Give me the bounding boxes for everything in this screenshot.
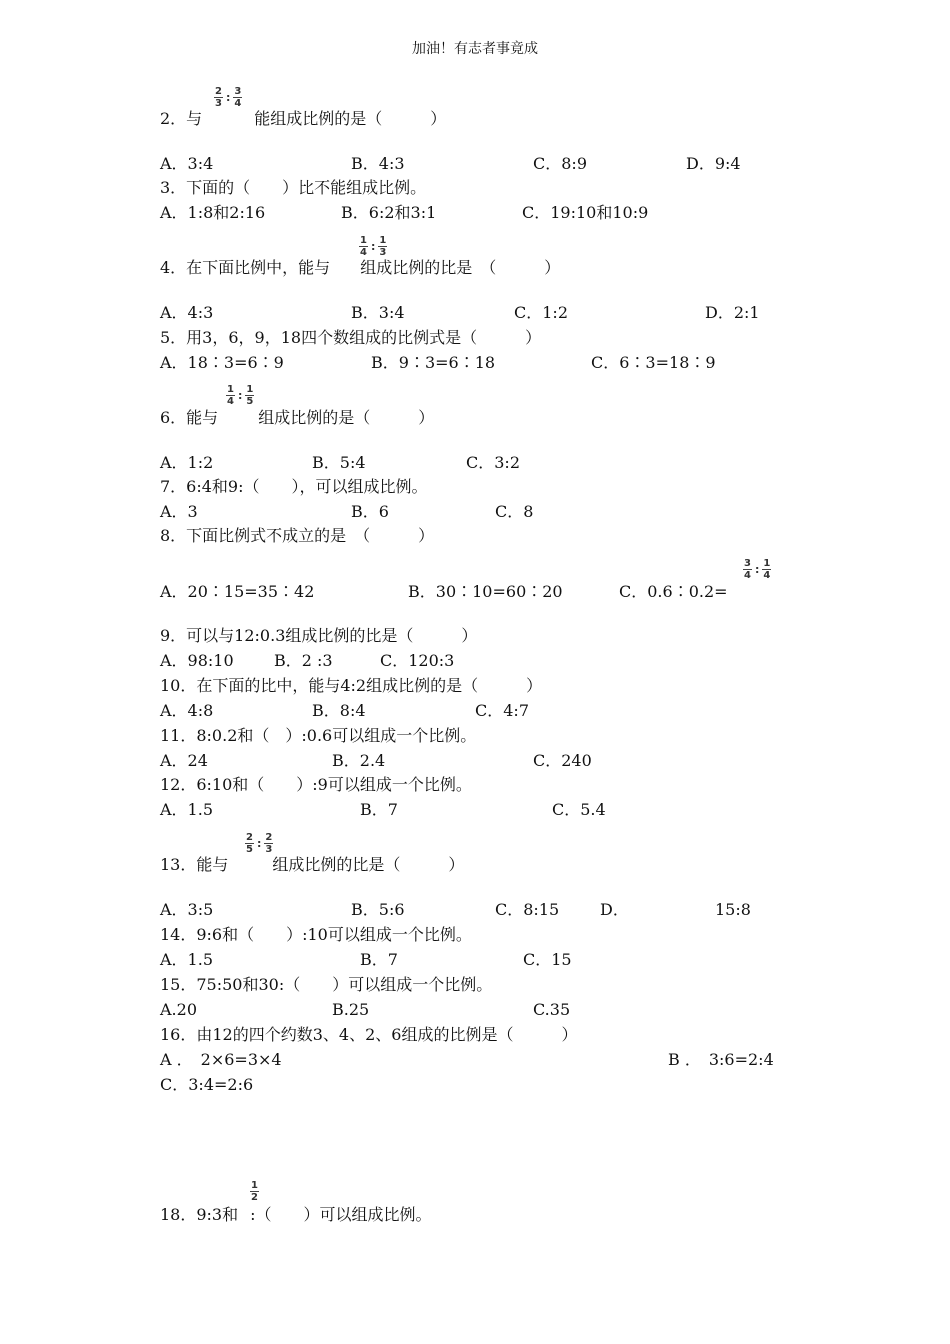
option: C．0.6∶0.2= [619,582,728,601]
option: D．9:4 [686,154,741,173]
option: A．18∶3=6∶9 [160,353,284,372]
question-14-stem: 14．9:6和（ ）:10可以组成一个比例。 [160,925,472,944]
option: A．3:4 [160,154,214,173]
option: A ． 2×6=3×4 [160,1050,282,1069]
question-8-stem: 8．下面比例式不成立的是 （ ） [160,526,435,545]
question-7-stem: 7．6:4和9:（ ），可以组成比例。 [160,477,428,496]
option: B.25 [332,1000,370,1019]
option: C．8:9 [533,154,587,173]
option: B．7 [360,800,398,819]
page-header: 加油！有志者事竟成 [412,41,538,57]
option: B．30∶10=60∶20 [408,582,563,601]
option: B ． 3:6=2:4 [668,1050,774,1069]
option: C．8 [495,502,534,521]
question-5-stem: 5．用3，6，9，18四个数组成的比例式是（ ） [160,328,542,347]
question-6-stem: 6．能与 组成比例的是（ ） [160,408,435,427]
question-12-stem: 12．6:10和（ ）:9可以组成一个比例。 [160,775,472,794]
option: C．1:2 [514,303,568,322]
option: C．3:2 [466,453,520,472]
option: C．15 [523,950,572,969]
option: A.20 [160,1000,197,1019]
fraction: 1 2 [251,1180,258,1203]
option: A．1.5 [160,950,214,969]
question-11-stem: 11．8:0.2和（ ）:0.6可以组成一个比例。 [160,726,477,745]
option: C．4:7 [475,701,529,720]
option: D． [600,900,629,919]
option-value: 15:8 [715,900,751,919]
option: A．3:5 [160,900,214,919]
option: B．6 [351,502,389,521]
question-15-stem: 15．75:50和30:（ ）可以组成一个比例。 [160,975,493,994]
option: B．9∶3=6∶18 [371,353,496,372]
option: B．5:6 [351,900,405,919]
fraction-ratio: 2 3 : 3 4 [215,86,242,109]
option: B．2.4 [332,751,386,770]
fraction-ratio: 3 4 : 1 4 [744,558,771,581]
fraction-ratio: 1 4 : 1 5 [227,384,254,407]
question-9-stem: 9．可以与12:0.3组成比例的比是（ ） [160,626,478,645]
option: C．240 [533,751,592,770]
question-10-stem: 10．在下面的比中，能与4:2组成比例的是（ ） [160,676,543,695]
option: A．1:8和2:16 [160,203,266,222]
fraction-ratio: 1 4 : 1 3 [360,235,387,258]
option: A．98:10 [160,651,234,670]
option: C．120:3 [380,651,455,670]
option: C．3:4=2:6 [160,1075,254,1094]
option: B．5:4 [312,453,366,472]
question-4-stem: 4．在下面比例中，能与 组成比例的比是 （ ） [160,258,561,277]
option: C．5.4 [552,800,606,819]
option: C.35 [533,1000,571,1019]
option: A．4:8 [160,701,214,720]
fraction-ratio: 2 5 : 2 3 [246,832,273,855]
option: B．7 [360,950,398,969]
option: C．8:15 [495,900,560,919]
option: A．24 [160,751,208,770]
option: B．8:4 [312,701,366,720]
option: B．3:4 [351,303,405,322]
option: D．2:1 [705,303,760,322]
question-3-stem: 3．下面的（ ）比不能组成比例。 [160,178,427,197]
option: C．6∶3=18∶9 [591,353,716,372]
option: B．6:2和3:1 [341,203,437,222]
option: B．2 :3 [274,651,333,670]
option: A．3 [160,502,198,521]
option: A．4:3 [160,303,214,322]
option: B．4:3 [351,154,405,173]
option: A．20∶15=35∶42 [160,582,315,601]
question-18-stem: 18．9:3和 :（ ）可以组成比例。 [160,1205,432,1224]
question-16-stem: 16．由12的四个约数3、4、2、6组成的比例是（ ） [160,1025,578,1044]
option: A．1:2 [160,453,214,472]
question-2-stem: 2．与 能组成比例的是（ ） [160,109,447,128]
question-13-stem: 13．能与 组成比例的比是（ ） [160,855,465,874]
option: A．1.5 [160,800,214,819]
option: C．19:10和10:9 [522,203,649,222]
